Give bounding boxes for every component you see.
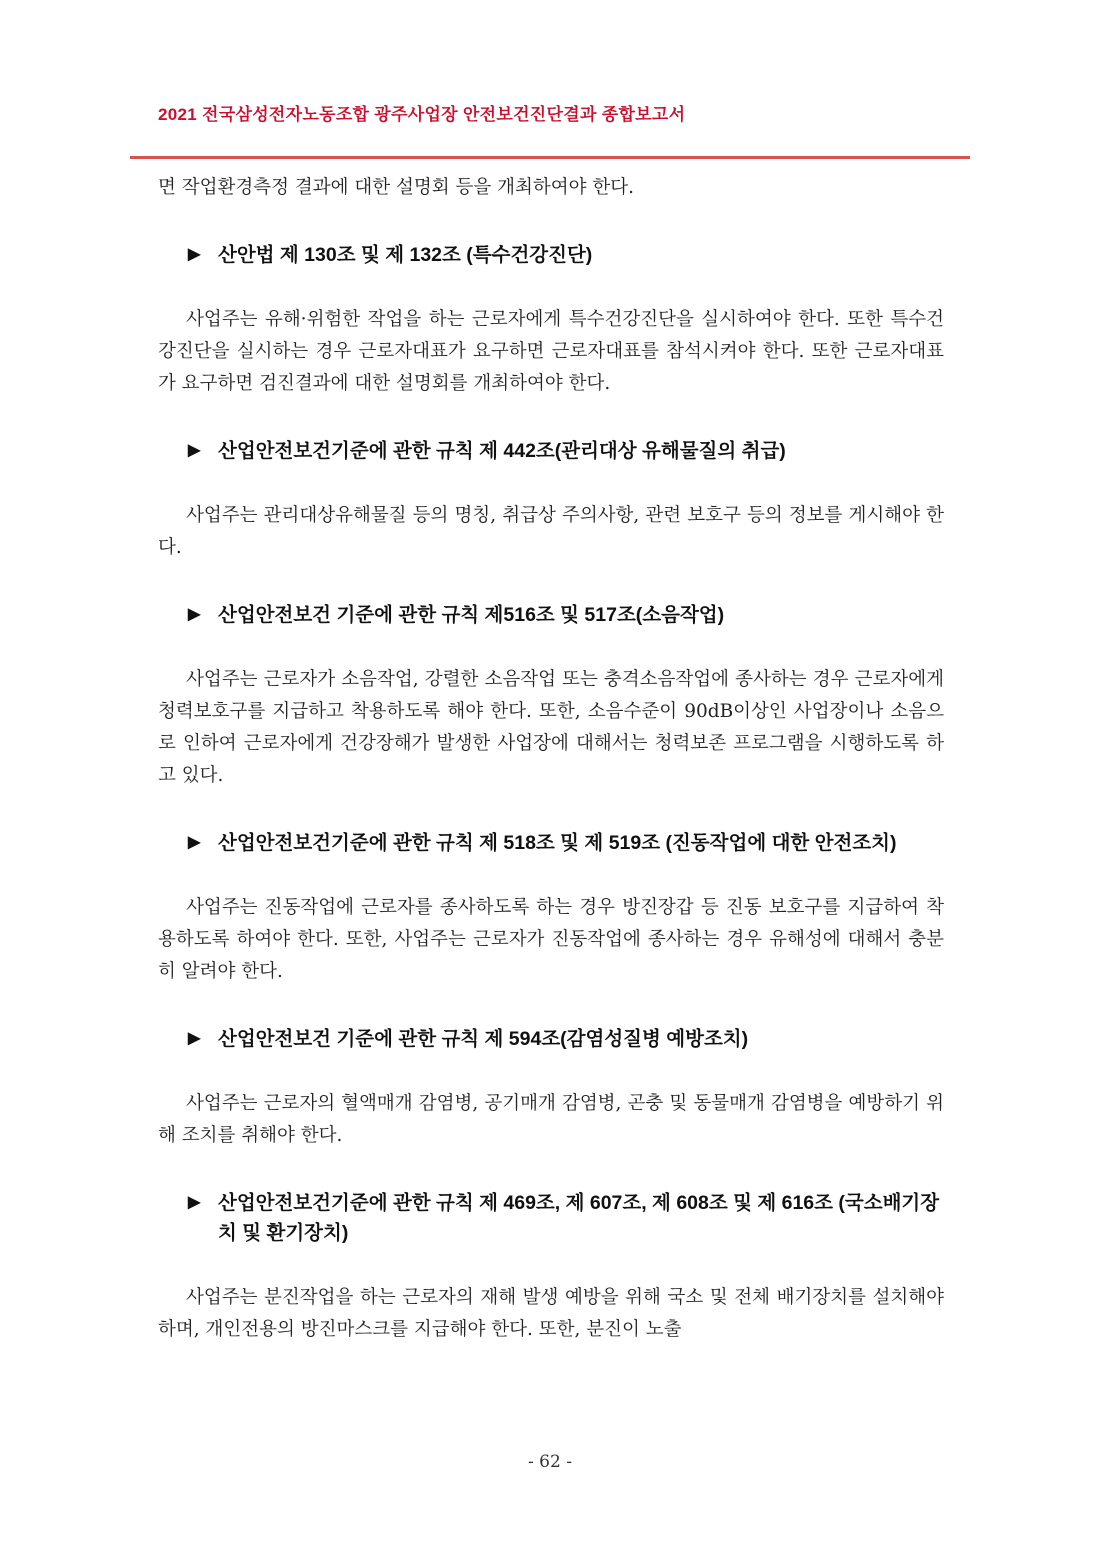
section-heading-2 xyxy=(188,436,944,466)
section-body-4: 사업주는 진동작업에 근로자를 종사하도록 하는 경우 방진장갑 등 진동 보호구를 지급하여 착용하도록 하여야 한다. 또한, 사업주는 근로자가 진동작업에 종사하는 경우 유해성에 대해서 충분히 알려야 한다. xyxy=(158,897,944,982)
section-heading-text: 산안법 제 130조 및 제 132조 (특수건강진단) xyxy=(218,244,593,266)
section-body-1: 사업주는 유해·위험한 작업을 하는 근로자에게 특수건강진단을 실시하여야 한다. 또한 특수건강진단을 실시하는 경우 근로자대표가 요구하면 근로자대표를 참석시켜야 한다. 또한 근로자대표가 요구하면 검진결과에 대한 설명회를 개최하여야 한다. xyxy=(158,309,944,394)
section-heading-text: 산업안전보건기준에 관한 규칙 제 518조 및 제 519조 (진동작업에 대한 안전조치) xyxy=(218,832,897,854)
section-heading-6 xyxy=(188,1188,944,1248)
section-body-5: 사업주는 근로자의 혈액매개 감염병, 공기매개 감염병, 곤충 및 동물매개 감염병을 예방하기 위해 조치를 취해야 한다. xyxy=(158,1093,944,1146)
triangle-bullet-icon: ▶ xyxy=(188,1030,201,1047)
section-heading-text: 산업안전보건 기준에 관한 규칙 제 594조(감염성질병 예방조치) xyxy=(218,1028,749,1050)
section-heading-text: 산업안전보건기준에 관한 규칙 제 469조, 제 607조, 제 608조 및 제 616조 (국소배기장치 및 환기장치) xyxy=(218,1192,940,1244)
header-divider xyxy=(130,156,970,159)
intro-paragraph: 면 작업환경측정 결과에 대한 설명회 등을 개최하여야 한다. xyxy=(158,177,634,198)
triangle-bullet-icon: ▶ xyxy=(188,606,201,623)
section-body-2: 사업주는 관리대상유해물질 등의 명칭, 취급상 주의사항, 관련 보호구 등의 정보를 게시해야 한다. xyxy=(158,505,944,558)
triangle-bullet-icon: ▶ xyxy=(188,1194,201,1211)
triangle-bullet-icon: ▶ xyxy=(188,442,201,459)
section-body-3: 사업주는 근로자가 소음작업, 강렬한 소음작업 또는 충격소음작업에 종사하는 경우 근로자에게 청력보호구를 지급하고 착용하도록 해야 한다. 또한, 소음수준이 90dB이상인 사업장이나 소음으로 인하여 근로자에게 건강장해가 발생한 사업장에 대해서는 청력보존 프로그램을 시행하도록 하고 있다. xyxy=(158,669,944,786)
section-heading-1 xyxy=(188,240,944,270)
triangle-bullet-icon: ▶ xyxy=(188,834,201,851)
section-heading-3 xyxy=(188,600,944,630)
page-number: - 62 - xyxy=(528,1452,572,1472)
section-body-6: 사업주는 분진작업을 하는 근로자의 재해 발생 예방을 위해 국소 및 전체 배기장치를 설치해야 하며, 개인전용의 방진마스크를 지급해야 한다. 또한, 분진이 노출 xyxy=(158,1287,944,1340)
section-heading-5 xyxy=(188,1024,944,1054)
triangle-bullet-icon: ▶ xyxy=(188,246,201,263)
section-heading-4 xyxy=(188,828,944,858)
section-heading-text: 산업안전보건 기준에 관한 규칙 제516조 및 517조(소음작업) xyxy=(218,604,725,626)
page-content xyxy=(158,172,944,1346)
report-header-title: 2021 전국삼성전자노동조합 광주사업장 안전보건진단결과 종합보고서 xyxy=(158,105,686,124)
section-heading-text: 산업안전보건기준에 관한 규칙 제 442조(관리대상 유해물질의 취급) xyxy=(218,440,786,462)
